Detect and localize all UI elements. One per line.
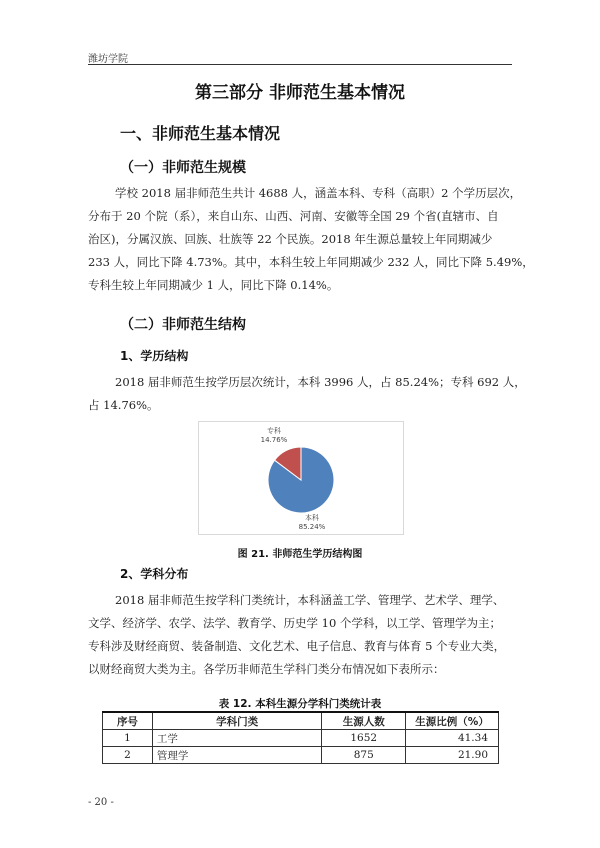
scale-paragraph <box>88 182 534 297</box>
cell-count: 875 <box>322 747 406 764</box>
discipline-table <box>102 711 499 764</box>
paragraph-line: 占 14.76%。 <box>88 398 159 412</box>
cell-count: 1652 <box>322 730 406 747</box>
paragraph-line: 专科涉及财经商贸、装备制造、文化艺术、电子信息、教育与体育 5 个专业大类， <box>88 639 506 653</box>
col-header-count: 生源人数 <box>322 712 406 730</box>
paragraph-line: 以财经商贸大类为主。各学历非师范生学科门类分布情况如下表所示： <box>88 662 445 676</box>
table-header-row <box>103 712 499 730</box>
col-header-index: 序号 <box>103 712 153 730</box>
discipline-paragraph <box>88 589 512 681</box>
table-row <box>103 747 499 764</box>
education-paragraph <box>88 371 526 417</box>
paragraph-line: 文学、经济学、农学、法学、教育学、历史学 10 个学科，以工学、管理学为主； <box>88 616 501 630</box>
paragraph-line: 233 人，同比下降 4.73%。其中，本科生较上年同期减少 232 人，同比下降 5.49%， <box>88 255 534 269</box>
education-structure-title: 1、学历结构 <box>120 349 189 363</box>
subsection-scale-title: （一）非师范生规模 <box>120 160 246 176</box>
pie-chart-frame <box>198 421 404 535</box>
pie-category-label: 本科 <box>305 514 319 522</box>
cell-discipline: 管理学 <box>152 747 321 764</box>
paragraph-line: 专科生较上年同期减少 1 人，同比下降 0.14%。 <box>88 278 339 292</box>
paragraph-line: 2018 届非师范生按学历层次统计，本科 3996 人，占 85.24%；专科 692 人， <box>115 375 526 389</box>
table-row <box>103 730 499 747</box>
cell-ratio: 21.90 <box>406 747 499 764</box>
cell-discipline: 工学 <box>152 730 321 747</box>
part-title: 第三部分 非师范生基本情况 <box>195 83 405 103</box>
paragraph-line: 2018 届非师范生按学科门类统计，本科涵盖工学、管理学、艺术学、理学、 <box>115 593 505 607</box>
header-org-name: 潍坊学院 <box>88 54 128 65</box>
page-number: - 20 - <box>88 797 114 808</box>
cell-ratio: 41.34 <box>406 730 499 747</box>
paragraph-line: 治区)，分属汉族、回族、壮族等 22 个民族。2018 年生源总量较上年同期减少 <box>88 232 493 246</box>
discipline-distribution-title: 2、学科分布 <box>120 567 189 581</box>
pie-data-label: 14.76% <box>260 436 288 444</box>
paragraph-line: 分布于 20 个院（系），来自山东、山西、河南、安徽等全国 29 个省(直辖市、自 <box>88 209 499 223</box>
section-title: 一、非师范生基本情况 <box>120 124 281 143</box>
col-header-ratio: 生源比例（%） <box>406 712 499 730</box>
table-caption: 表 12. 本科生源分学科门类统计表 <box>218 698 382 710</box>
col-header-discipline: 学科门类 <box>152 712 321 730</box>
cell-index: 1 <box>103 730 153 747</box>
pie-data-label: 85.24% <box>298 523 326 531</box>
pie-category-label: 专科 <box>267 427 281 435</box>
pie-chart <box>199 422 403 534</box>
paragraph-line: 学校 2018 届非师范生共计 4688 人，涵盖本科、专科（高职）2 个学历层次， <box>115 186 522 200</box>
figure-caption: 图 21. 非师范生学历结构图 <box>237 549 363 560</box>
cell-index: 2 <box>103 747 153 764</box>
header-rule <box>88 64 512 65</box>
subsection-structure-title: （二）非师范生结构 <box>120 317 246 333</box>
